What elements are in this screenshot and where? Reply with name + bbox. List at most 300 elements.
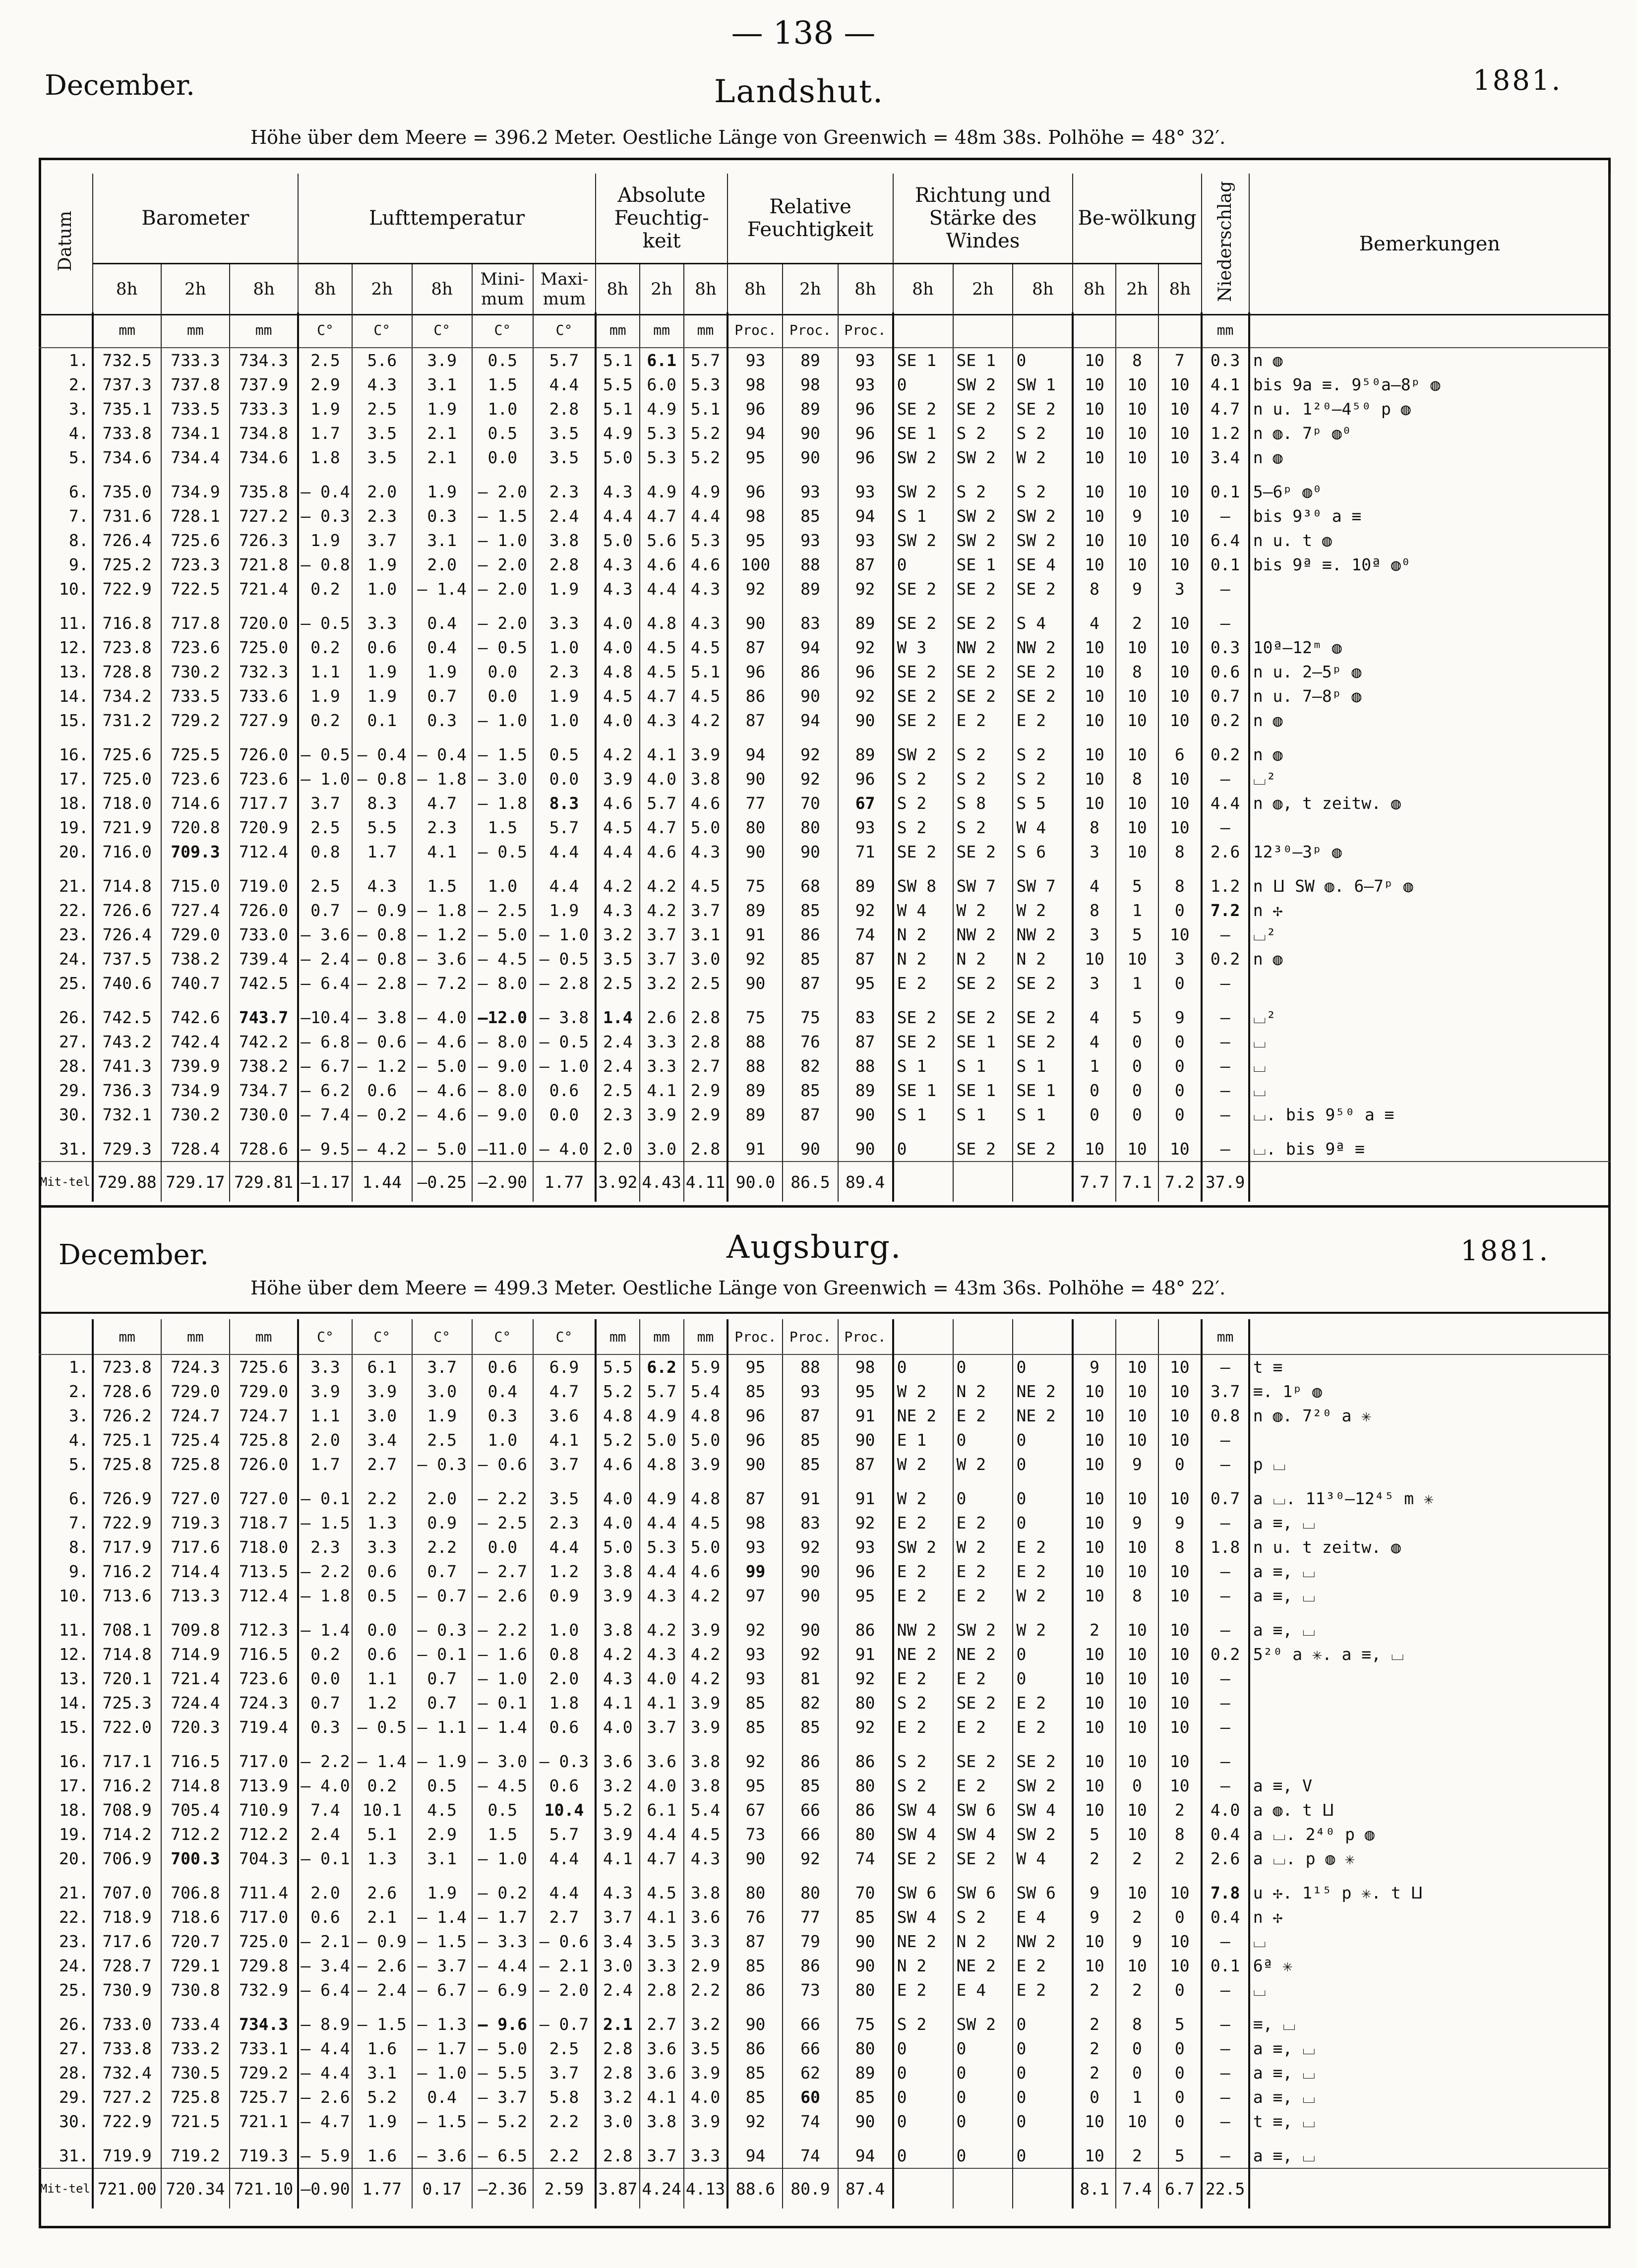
table-row <box>39 815 1610 840</box>
cell-datum: 19. <box>39 815 93 840</box>
cell-abs-2h: 2.7 <box>640 2002 684 2036</box>
cell-rel-8h: 98 <box>728 372 783 397</box>
cell-temp-max: 0.6 <box>533 1774 596 1798</box>
cell-datum: 28. <box>39 2061 93 2085</box>
cell-temp-8h-eve: – 0.3 <box>412 1608 472 1642</box>
cell-temp-max: 2.8 <box>533 552 596 577</box>
cell-wind-8h: NE 2 <box>893 1929 953 1954</box>
cell-baro-2h: 724.3 <box>161 1354 230 1379</box>
cell-abs-2h: 2.8 <box>640 1978 684 2002</box>
subheader-wind-8h-eve: 8h <box>1013 264 1073 315</box>
subheader-abs-2h: 2h <box>640 264 684 315</box>
cell-cloud-8h-eve: 10 <box>1158 552 1201 577</box>
cell-rel-8h: 95 <box>728 445 783 470</box>
cell-baro-2h: 728.1 <box>161 504 230 528</box>
cell-cloud-2h: 0 <box>1116 1774 1158 1798</box>
cell-rel-8h: 85 <box>728 1379 783 1404</box>
cell-baro-8h: 735.0 <box>93 470 161 504</box>
cell-cloud-8h: 8 <box>1073 815 1115 840</box>
cell-cloud-2h: 8 <box>1116 660 1158 684</box>
cell-cloud-2h: 2 <box>1116 2134 1158 2168</box>
cell-rel-8h: 93 <box>728 1666 783 1691</box>
cell-niederschlag: 0.1 <box>1202 470 1249 504</box>
cell-cloud-8h: 10 <box>1073 733 1115 767</box>
cell-cloud-2h: 10 <box>1116 840 1158 864</box>
cell-rel-8h: 92 <box>728 1739 783 1774</box>
cell-rel-2h: 66 <box>783 2036 838 2061</box>
cell-temp-8h: 0.7 <box>298 1691 352 1715</box>
cell-baro-8h: 726.6 <box>93 898 161 922</box>
cell-abs-8h-eve: 3.0 <box>684 947 728 971</box>
cell-abs-8h: 4.8 <box>596 1404 640 1428</box>
cell-abs-8h-eve: 3.3 <box>684 1929 728 1954</box>
table-row <box>39 1715 1610 1739</box>
cell-temp-8h: 0.0 <box>298 1666 352 1691</box>
cell-temp-max: 4.4 <box>533 1535 596 1559</box>
cell-temp-8h-eve: 2.0 <box>412 1476 472 1511</box>
mean-cloud-8h-eve: 6.7 <box>1158 2168 1201 2208</box>
cell-baro-8h-eve: 721.8 <box>230 552 298 577</box>
cell-temp-8h-eve: 2.5 <box>412 1428 472 1452</box>
cell-wind-8h: SE 2 <box>893 684 953 708</box>
cell-cloud-8h-eve: 0 <box>1158 1078 1201 1103</box>
cell-cloud-8h: 10 <box>1073 1404 1115 1428</box>
cell-bemerkungen <box>1249 577 1610 601</box>
cell-wind-2h: E 2 <box>953 1559 1013 1584</box>
cell-baro-8h: 725.3 <box>93 1691 161 1715</box>
cell-abs-8h-eve: 4.3 <box>684 840 728 864</box>
cell-baro-2h: 730.8 <box>161 1978 230 2002</box>
cell-wind-8h: SE 1 <box>893 421 953 445</box>
table-row <box>39 922 1610 947</box>
cell-niederschlag: 0.6 <box>1202 660 1249 684</box>
cell-temp-2h: 2.5 <box>352 397 412 421</box>
cell-wind-8h-eve: E 2 <box>1013 1691 1073 1715</box>
cell-baro-8h-eve: 711.4 <box>230 1871 298 1905</box>
mean-cloud-2h: 7.1 <box>1116 1162 1158 1202</box>
cell-abs-2h: 2.6 <box>640 995 684 1030</box>
cell-datum: 23. <box>39 922 93 947</box>
cell-baro-8h-eve: 712.4 <box>230 840 298 864</box>
subheader-temp-8h-eve: 8h <box>412 264 472 315</box>
cell-temp-max: 4.4 <box>533 1846 596 1871</box>
cell-abs-8h-eve: 4.6 <box>684 552 728 577</box>
cell-niederschlag: – <box>1202 577 1249 601</box>
unit-baro-2h: mm <box>161 1319 230 1354</box>
cell-datum: 15. <box>39 1715 93 1739</box>
section-top-rule <box>39 1312 1611 1314</box>
cell-niederschlag: – <box>1202 1715 1249 1739</box>
table-row <box>39 1054 1610 1078</box>
table-row <box>39 528 1610 552</box>
cell-niederschlag: – <box>1202 767 1249 791</box>
cell-rel-8h: 87 <box>728 1476 783 1511</box>
cell-wind-8h-eve: 0 <box>1013 2109 1073 2134</box>
cell-temp-min: – 3.0 <box>472 1739 533 1774</box>
cell-abs-2h: 3.3 <box>640 1954 684 1978</box>
cell-abs-2h: 4.9 <box>640 1404 684 1428</box>
cell-cloud-8h-eve: 10 <box>1158 1871 1201 1905</box>
cell-cloud-8h-eve: 8 <box>1158 864 1201 898</box>
cell-cloud-8h-eve: 10 <box>1158 372 1201 397</box>
cell-temp-8h-eve: 1.9 <box>412 397 472 421</box>
subheader-rel-8h: 8h <box>728 264 783 315</box>
cell-bemerkungen: a ≡, V <box>1253 1776 1312 1795</box>
cell-abs-8h: 4.0 <box>596 635 640 660</box>
cell-cloud-2h: 10 <box>1116 528 1158 552</box>
mean-rel-2h: 80.9 <box>783 2168 838 2208</box>
unit-rel-8h: Proc. <box>728 312 783 348</box>
cell-temp-8h: – 6.2 <box>298 1078 352 1103</box>
cell-wind-2h: W 2 <box>953 898 1013 922</box>
mean-wind-8h <box>893 2168 953 2208</box>
cell-abs-8h-eve: 4.3 <box>684 601 728 635</box>
landshut-month: December. <box>45 69 195 102</box>
cell-cloud-8h-eve: 3 <box>1158 577 1201 601</box>
cell-rel-8h-eve: 92 <box>838 635 893 660</box>
cell-bemerkungen <box>1249 1691 1610 1715</box>
cell-cloud-8h-eve: 10 <box>1158 1404 1201 1428</box>
cell-temp-8h: 3.7 <box>298 791 352 815</box>
cell-cloud-2h: 10 <box>1116 2109 1158 2134</box>
cell-bemerkungen: 6ª ✳ <box>1253 1956 1293 1975</box>
cell-cloud-8h: 10 <box>1073 445 1115 470</box>
cell-rel-8h-eve: 95 <box>838 1379 893 1404</box>
cell-wind-8h-eve: SE 1 <box>1013 1078 1073 1103</box>
cell-abs-8h-eve: 3.9 <box>684 1691 728 1715</box>
cell-temp-2h: – 0.6 <box>352 1030 412 1054</box>
cell-cloud-8h: 10 <box>1073 1584 1115 1608</box>
table-row <box>39 1739 1610 1774</box>
cell-wind-8h: 0 <box>893 1354 953 1379</box>
cell-bemerkungen: ⌴² <box>1253 769 1276 789</box>
cell-temp-min: – 5.0 <box>472 922 533 947</box>
cell-rel-8h-eve: 95 <box>838 971 893 995</box>
cell-wind-8h: S 2 <box>893 1739 953 1774</box>
cell-baro-2h: 719.2 <box>161 2134 230 2168</box>
cell-temp-max: 5.7 <box>533 815 596 840</box>
cell-temp-max: – 0.5 <box>533 947 596 971</box>
cell-niederschlag: 3.7 <box>1202 1379 1249 1404</box>
cell-niederschlag: 1.2 <box>1202 421 1249 445</box>
table-row <box>39 947 1610 971</box>
cell-abs-8h: 4.5 <box>596 684 640 708</box>
cell-temp-8h-eve: – 1.4 <box>412 577 472 601</box>
table-row <box>39 684 1610 708</box>
cell-wind-2h: E 2 <box>953 1404 1013 1428</box>
cell-baro-2h: 725.4 <box>161 1428 230 1452</box>
cell-bemerkungen: a ⌴. 2⁴⁰ p ◍ <box>1253 1824 1375 1844</box>
cell-baro-2h: 725.8 <box>161 2085 230 2109</box>
cell-rel-8h: 89 <box>728 1078 783 1103</box>
subheader-temp-2h: 2h <box>352 264 412 315</box>
cell-wind-8h-eve: S 2 <box>1013 733 1073 767</box>
cell-wind-8h: W 2 <box>893 1476 953 1511</box>
cell-rel-8h: 91 <box>728 922 783 947</box>
cell-temp-2h: 2.7 <box>352 1452 412 1476</box>
landshut-station-info: Höhe über dem Meere = 396.2 Meter. Oestliche Länge von Greenwich = 48m 38s. Polhöhe = 48° 32′. <box>250 126 1226 148</box>
cell-wind-8h: W 3 <box>893 635 953 660</box>
mean-wind-8h <box>893 1162 953 1202</box>
table-row <box>39 1798 1610 1822</box>
cell-cloud-8h: 10 <box>1073 708 1115 733</box>
cell-bemerkungen <box>1249 1666 1610 1691</box>
cell-niederschlag: 0.8 <box>1202 1404 1249 1428</box>
cell-niederschlag: – <box>1202 1511 1249 1535</box>
cell-rel-8h: 94 <box>728 733 783 767</box>
units-row <box>39 1319 1610 1354</box>
cell-temp-8h: 1.7 <box>298 1452 352 1476</box>
cell-rel-8h-eve: 87 <box>838 552 893 577</box>
cell-rel-2h: 85 <box>783 1428 838 1452</box>
cell-rel-8h: 90 <box>728 2002 783 2036</box>
unit-temp-8h: C° <box>298 312 352 348</box>
cell-baro-2h: 719.3 <box>161 1511 230 1535</box>
cell-temp-8h-eve: – 0.4 <box>412 733 472 767</box>
cell-temp-2h: 5.6 <box>352 348 412 372</box>
cell-baro-8h-eve: 733.1 <box>230 2036 298 2061</box>
cell-rel-8h-eve: 93 <box>838 470 893 504</box>
cell-cloud-8h: 3 <box>1073 971 1115 995</box>
cell-bemerkungen <box>1249 1715 1610 1739</box>
cell-temp-8h: 0.2 <box>298 577 352 601</box>
cell-temp-min: – 6.5 <box>472 2134 533 2168</box>
cell-cloud-8h: 3 <box>1073 922 1115 947</box>
cell-rel-2h: 85 <box>783 1715 838 1739</box>
cell-cloud-8h-eve: 10 <box>1158 397 1201 421</box>
table-row <box>39 1103 1610 1127</box>
cell-baro-8h: 707.0 <box>93 1871 161 1905</box>
cell-baro-2h: 720.8 <box>161 815 230 840</box>
cell-temp-8h-eve: – 1.5 <box>412 1929 472 1954</box>
cell-wind-2h: W 2 <box>953 1452 1013 1476</box>
cell-cloud-2h: 8 <box>1116 1584 1158 1608</box>
cell-temp-8h: 0.6 <box>298 1905 352 1929</box>
cell-wind-2h: SW 2 <box>953 372 1013 397</box>
cell-wind-2h: NE 2 <box>953 1642 1013 1666</box>
cell-bemerkungen: 10ª–12ᵐ ◍ <box>1253 638 1342 657</box>
cell-wind-8h: SE 2 <box>893 1030 953 1054</box>
cell-wind-8h: N 2 <box>893 947 953 971</box>
cell-temp-2h: 3.1 <box>352 2061 412 2085</box>
cell-bemerkungen: n u. t zeitw. ◍ <box>1253 1537 1401 1557</box>
mean-baro-8h: 729.88 <box>93 1162 161 1202</box>
cell-wind-8h: S 2 <box>893 791 953 815</box>
cell-rel-2h: 87 <box>783 1404 838 1428</box>
cell-rel-8h-eve: 91 <box>838 1642 893 1666</box>
cell-wind-8h-eve: SE 2 <box>1013 397 1073 421</box>
cell-datum: 27. <box>39 2036 93 2061</box>
cell-abs-8h-eve: 3.5 <box>684 2036 728 2061</box>
cell-bemerkungen: ⌴² <box>1253 924 1276 944</box>
cell-baro-2h: 742.4 <box>161 1030 230 1054</box>
cell-temp-2h: 5.2 <box>352 2085 412 2109</box>
cell-baro-8h-eve: 716.5 <box>230 1642 298 1666</box>
cell-baro-8h-eve: 727.9 <box>230 708 298 733</box>
cell-baro-8h-eve: 734.3 <box>230 2002 298 2036</box>
cell-cloud-2h: 10 <box>1116 1715 1158 1739</box>
cell-rel-8h-eve: 74 <box>838 1846 893 1871</box>
cell-baro-8h: 714.8 <box>93 864 161 898</box>
mean-datum: Mit-tel <box>39 2168 93 2208</box>
cell-niederschlag: 0.2 <box>1202 708 1249 733</box>
cell-niederschlag: – <box>1202 1354 1249 1379</box>
cell-cloud-8h: 10 <box>1073 1642 1115 1666</box>
cell-temp-8h: 0.2 <box>298 1642 352 1666</box>
header-barometer: Barometer <box>93 174 299 264</box>
cell-abs-2h: 3.3 <box>640 1030 684 1054</box>
cell-abs-2h: 3.2 <box>640 971 684 995</box>
cell-rel-8h: 98 <box>728 504 783 528</box>
cell-cloud-2h: 5 <box>1116 922 1158 947</box>
cell-abs-2h: 4.6 <box>640 840 684 864</box>
cell-cloud-8h-eve: 0 <box>1158 2061 1201 2085</box>
cell-datum: 24. <box>39 947 93 971</box>
cell-abs-2h: 4.8 <box>640 1452 684 1476</box>
cell-datum: 29. <box>39 1078 93 1103</box>
cell-baro-8h: 733.0 <box>93 2002 161 2036</box>
cell-abs-8h: 4.0 <box>596 601 640 635</box>
cell-baro-8h-eve: 713.9 <box>230 1774 298 1798</box>
cell-temp-8h: 1.9 <box>298 397 352 421</box>
cell-rel-2h: 89 <box>783 577 838 601</box>
cell-wind-8h-eve: 0 <box>1013 1354 1073 1379</box>
cell-temp-max: 10.4 <box>533 1798 596 1822</box>
cell-baro-2h: 739.9 <box>161 1054 230 1078</box>
cell-rel-8h: 86 <box>728 684 783 708</box>
cell-temp-2h: 1.9 <box>352 2109 412 2134</box>
table-row <box>39 445 1610 470</box>
cell-wind-2h: S 2 <box>953 1905 1013 1929</box>
unit-cell <box>39 312 93 348</box>
cell-abs-8h: 3.5 <box>596 947 640 971</box>
cell-cloud-8h-eve: 10 <box>1158 660 1201 684</box>
cell-niederschlag: 0.1 <box>1202 1954 1249 1978</box>
cell-wind-8h: 0 <box>893 2085 953 2109</box>
cell-temp-max: 2.7 <box>533 1905 596 1929</box>
unit-wind-8h <box>893 312 953 348</box>
cell-rel-2h: 90 <box>783 1584 838 1608</box>
cell-wind-8h: SE 2 <box>893 708 953 733</box>
cell-baro-8h-eve: 726.0 <box>230 898 298 922</box>
table-row <box>39 1452 1610 1476</box>
cell-bemerkungen: a ⌴. 11³⁰–12⁴⁵ m ✳ <box>1253 1488 1434 1508</box>
cell-rel-2h: 76 <box>783 1030 838 1054</box>
cell-temp-8h: – 2.6 <box>298 2085 352 2109</box>
cell-baro-8h: 725.2 <box>93 552 161 577</box>
cell-wind-8h: 0 <box>893 2134 953 2168</box>
cell-cloud-8h-eve: 10 <box>1158 528 1201 552</box>
cell-temp-8h-eve: – 5.0 <box>412 1127 472 1162</box>
mean-temp-8h: –1.17 <box>298 1162 352 1202</box>
cell-temp-8h-eve: 2.0 <box>412 552 472 577</box>
unit-abs-8h: mm <box>596 312 640 348</box>
table-row <box>39 1559 1610 1584</box>
cell-baro-8h-eve: 727.2 <box>230 504 298 528</box>
cell-rel-8h-eve: 93 <box>838 372 893 397</box>
cell-wind-8h-eve: E 2 <box>1013 1954 1073 1978</box>
cell-bemerkungen: n ◍ <box>1253 949 1283 969</box>
cell-temp-min: –11.0 <box>472 1127 533 1162</box>
cell-abs-8h-eve: 3.8 <box>684 1871 728 1905</box>
cell-bemerkungen: a ◍. t ⵡ <box>1253 1800 1334 1820</box>
cell-temp-8h-eve: – 4.0 <box>412 995 472 1030</box>
cell-cloud-2h: 0 <box>1116 1103 1158 1127</box>
cell-bemerkungen: n u. 7–8ᵖ ◍ <box>1253 686 1362 706</box>
cell-cloud-2h: 10 <box>1116 1476 1158 1511</box>
cell-abs-8h-eve: 4.2 <box>684 1666 728 1691</box>
unit-temp-min: C° <box>472 312 533 348</box>
cell-niederschlag: 4.1 <box>1202 372 1249 397</box>
cell-abs-2h: 4.5 <box>640 660 684 684</box>
cell-wind-8h: E 2 <box>893 1559 953 1584</box>
cell-temp-8h: – 5.9 <box>298 2134 352 2168</box>
cell-cloud-8h-eve: 10 <box>1158 635 1201 660</box>
cell-temp-8h-eve: – 1.8 <box>412 898 472 922</box>
cell-baro-2h: 737.8 <box>161 372 230 397</box>
cell-rel-2h: 92 <box>783 1642 838 1666</box>
cell-baro-8h-eve: 728.6 <box>230 1127 298 1162</box>
cell-rel-8h-eve: 95 <box>838 1584 893 1608</box>
cell-temp-8h-eve: 0.4 <box>412 2085 472 2109</box>
cell-cloud-8h-eve: 10 <box>1158 1476 1201 1511</box>
cell-cloud-2h: 0 <box>1116 2036 1158 2061</box>
cell-rel-8h: 91 <box>728 1127 783 1162</box>
cell-temp-min: – 6.9 <box>472 1978 533 2002</box>
cell-datum: 21. <box>39 864 93 898</box>
cell-abs-2h: 3.9 <box>640 1103 684 1127</box>
cell-abs-8h-eve: 3.8 <box>684 1739 728 1774</box>
cell-wind-8h-eve: W 2 <box>1013 898 1073 922</box>
cell-cloud-2h: 9 <box>1116 1511 1158 1535</box>
cell-abs-2h: 5.6 <box>640 528 684 552</box>
cell-temp-2h: 10.1 <box>352 1798 412 1822</box>
cell-bemerkungen: n u. 1²⁰–4⁵⁰ p ◍ <box>1253 399 1411 419</box>
cell-abs-8h-eve: 4.3 <box>684 577 728 601</box>
cell-niederschlag: 1.2 <box>1202 864 1249 898</box>
cell-rel-8h-eve: 70 <box>838 1871 893 1905</box>
cell-rel-8h-eve: 96 <box>838 421 893 445</box>
cell-cloud-8h: 10 <box>1073 528 1115 552</box>
cell-temp-min: – 0.5 <box>472 840 533 864</box>
cell-wind-2h: E 4 <box>953 1978 1013 2002</box>
cell-abs-8h-eve: 2.8 <box>684 995 728 1030</box>
cell-wind-2h: 0 <box>953 1354 1013 1379</box>
cell-baro-8h-eve: 739.4 <box>230 947 298 971</box>
mean-abs-8h-eve: 4.13 <box>684 2168 728 2208</box>
subheader-abs-8h-eve: 8h <box>684 264 728 315</box>
cell-rel-8h: 96 <box>728 660 783 684</box>
header-bewolkung: Be-wölkung <box>1073 174 1201 264</box>
cell-rel-8h-eve: 90 <box>838 1954 893 1978</box>
cell-abs-8h-eve: 3.8 <box>684 1774 728 1798</box>
cell-temp-max: – 0.5 <box>533 1030 596 1054</box>
cell-bemerkungen: a ≡, ⌴ <box>1253 1513 1316 1532</box>
cell-temp-min: 0.5 <box>472 1798 533 1822</box>
cell-niederschlag: – <box>1202 1103 1249 1127</box>
cell-baro-8h: 723.8 <box>93 1354 161 1379</box>
cell-cloud-8h-eve: 10 <box>1158 684 1201 708</box>
cell-cloud-8h: 2 <box>1073 2036 1115 2061</box>
cell-niederschlag: – <box>1202 1127 1249 1162</box>
cell-temp-min: – 2.6 <box>472 1584 533 1608</box>
cell-temp-max: – 2.1 <box>533 1954 596 1978</box>
unit-rel-8h-eve: Proc. <box>838 1319 893 1354</box>
cell-temp-8h-eve: 3.7 <box>412 1354 472 1379</box>
cell-wind-8h: SW 2 <box>893 445 953 470</box>
cell-bemerkungen <box>1249 601 1610 635</box>
cell-cloud-8h: 10 <box>1073 1476 1115 1511</box>
